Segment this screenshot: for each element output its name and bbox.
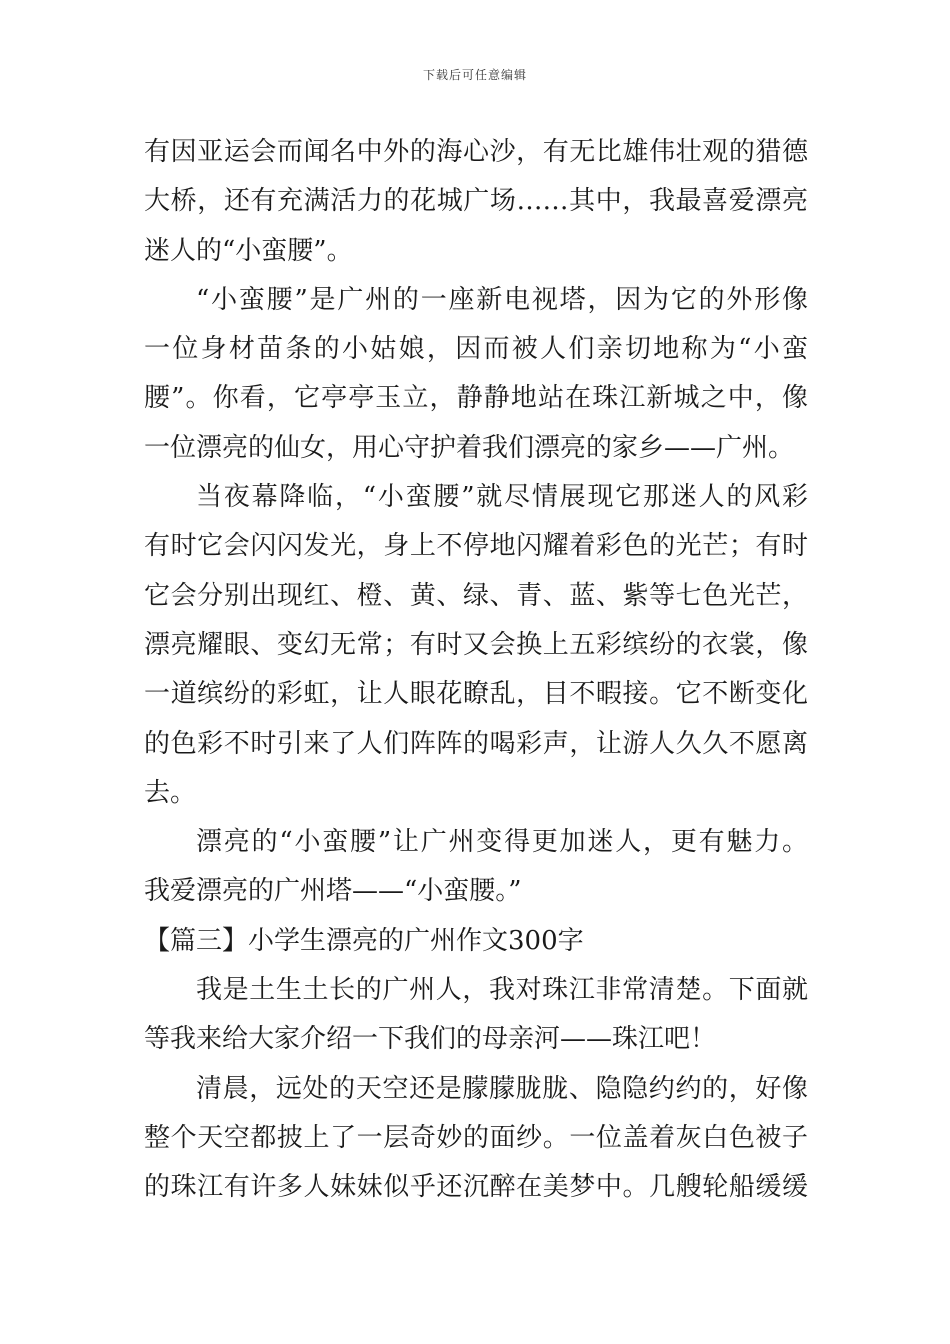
text-line: 我爱漂亮的广州塔——“小蛮腰。” xyxy=(144,876,522,907)
text-line: “小蛮腰”是广州的一座新电视塔，因为它的外形像 xyxy=(196,284,808,315)
text-line: 一位漂亮的仙女，用心守护着我们漂亮的家乡——广州。 xyxy=(144,432,795,463)
text-line: 等我来给大家介绍一下我们的母亲河——珠江吧！ xyxy=(144,1024,717,1055)
text-line: 大桥，还有充满活力的花城广场……其中，我最喜爱漂亮 xyxy=(144,186,808,217)
text-line: 漂亮耀眼、变幻无常；有时又会换上五彩缤纷的衣裳，像 xyxy=(144,629,808,660)
section-heading: 【篇三】小学生漂亮的广州作文300字 xyxy=(144,925,584,956)
text-line: 的珠江有许多人妹妹似乎还沉醉在美梦中。几艘轮船缓缓 xyxy=(144,1172,808,1203)
page-header: 下载后可任意编辑 xyxy=(422,68,527,82)
text-line: 我是土生土长的广州人，我对珠江非常清楚。下面就 xyxy=(196,975,808,1006)
text-line: 一位身材苗条的小姑娘，因而被人们亲切地称为“小蛮 xyxy=(144,334,808,365)
text-line: 整个天空都披上了一层奇妙的面纱。一位盖着灰白色被子 xyxy=(144,1122,808,1153)
text-line: 当夜幕降临，“小蛮腰”就尽情展现它那迷人的风彩 xyxy=(196,482,808,513)
text-line: 有因亚运会而闻名中外的海心沙，有无比雄伟壮观的猎德 xyxy=(144,137,808,167)
text-line: 有时它会闪闪发光，身上不停地闪耀着彩色的光芒；有时 xyxy=(144,531,808,562)
document-body xyxy=(144,128,808,1213)
text-line: 迷人的“小蛮腰”。 xyxy=(144,235,353,266)
text-line: 漂亮的“小蛮腰”让广州变得更加迷人，更有魅力。 xyxy=(196,827,808,858)
text-line: 腰”。你看，它亭亭玉立，静静地站在珠江新城之中，像 xyxy=(144,383,808,414)
text-line: 清晨，远处的天空还是朦朦胧胧、隐隐约约的，好像 xyxy=(196,1073,808,1104)
text-line: 一道缤纷的彩虹，让人眼花瞭乱，目不暇接。它不断变化 xyxy=(144,679,808,710)
text-line: 的色彩不时引来了人们阵阵的喝彩声，让游人久久不愿离 xyxy=(144,728,808,759)
text-line: 它会分别出现红、橙、黄、绿、青、蓝、紫等七色光芒， xyxy=(144,580,808,611)
text-line: 去。 xyxy=(144,777,197,808)
